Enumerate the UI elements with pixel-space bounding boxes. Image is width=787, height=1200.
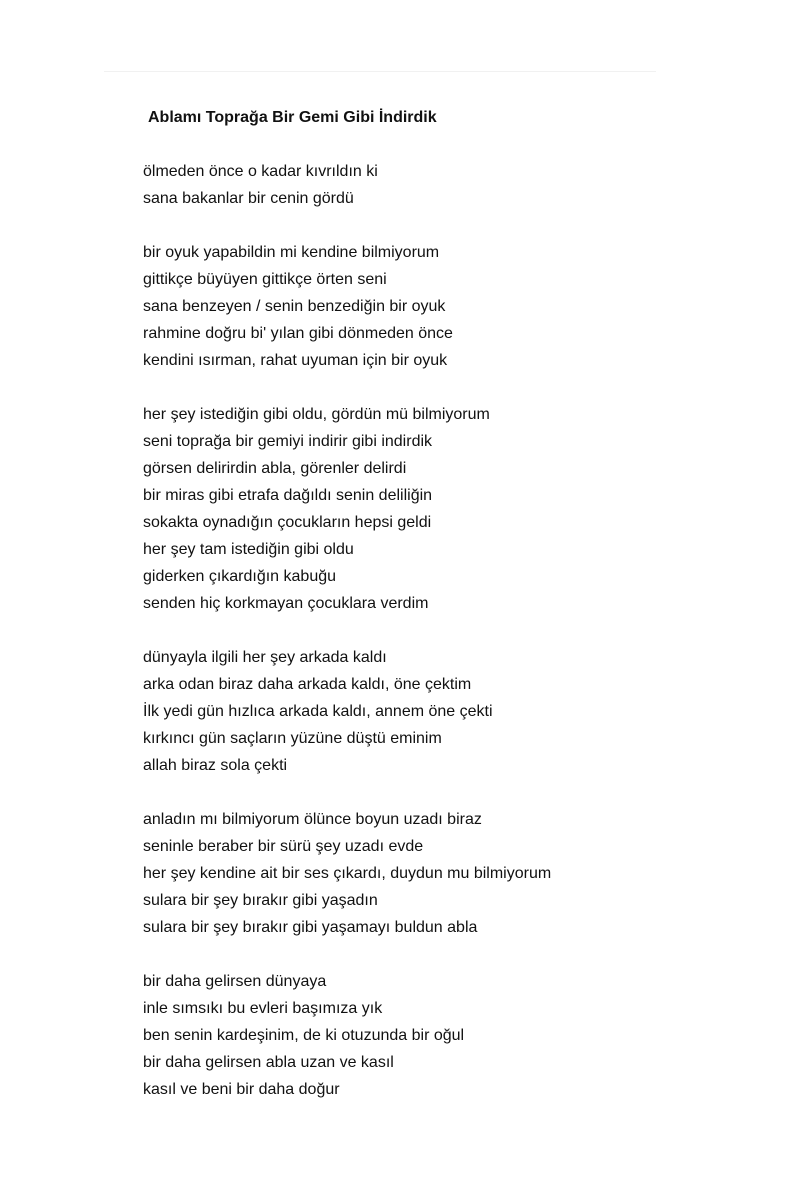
poem-line: giderken çıkardığın kabuğu [143, 568, 337, 585]
poem-line: bir daha gelirsen dünyaya [143, 973, 327, 990]
poem-line: sokakta oynadığın çocukların hepsi geldi [143, 514, 432, 531]
poem-line: her şey istediğin gibi oldu, gördün mü bilmiyorum [143, 406, 490, 423]
stanza-4 [143, 644, 723, 779]
poem-line: kasıl ve beni bir daha doğur [143, 1081, 340, 1098]
poem-line: ben senin kardeşinim, de ki otuzunda bir oğul [143, 1027, 465, 1044]
poem-line: rahmine doğru bi' yılan gibi dönmeden önce [143, 325, 453, 342]
poem-line: sulara bir şey bırakır gibi yaşamayı buldun abla [143, 919, 478, 936]
poem-title: Ablamı Toprağa Bir Gemi Gibi İndirdik [148, 109, 437, 126]
stanza-2 [143, 239, 723, 374]
stanza-5 [143, 806, 723, 941]
poem-line: her şey kendine ait bir ses çıkardı, duydun mu bilmiyorum [143, 865, 552, 882]
poem-line: kendini ısırman, rahat uyuman için bir oyuk [143, 352, 448, 369]
poem-line: sana benzeyen / senin benzediğin bir oyuk [143, 298, 446, 315]
poem-line: ölmeden önce o kadar kıvrıldın ki [143, 163, 378, 180]
stanza-3 [143, 401, 723, 617]
poem-line: sana bakanlar bir cenin gördü [143, 190, 354, 207]
poem-line: inle sımsıkı bu evleri başımıza yık [143, 1000, 383, 1017]
stanza-6 [143, 968, 723, 1103]
stanza-1 [143, 158, 723, 212]
poem-line: anladın mı bilmiyorum ölünce boyun uzadı biraz [143, 811, 482, 828]
poem [143, 104, 723, 1130]
poem-line: sulara bir şey bırakır gibi yaşadın [143, 892, 378, 909]
poem-line: seni toprağa bir gemiyi indirir gibi indirdik [143, 433, 433, 450]
poem-line: arka odan biraz daha arkada kaldı, öne çektim [143, 676, 472, 693]
poem-line: görsen delirirdin abla, görenler delirdi [143, 460, 407, 477]
poem-line: bir miras gibi etrafa dağıldı senin deliliğin [143, 487, 433, 504]
poem-line: kırkıncı gün saçların yüzüne düştü eminim [143, 730, 442, 747]
poem-line: seninle beraber bir sürü şey uzadı evde [143, 838, 424, 855]
poem-line: bir daha gelirsen abla uzan ve kasıl [143, 1054, 394, 1071]
poem-line: bir oyuk yapabildin mi kendine bilmiyorum [143, 244, 440, 261]
poem-line: allah biraz sola çekti [143, 757, 288, 774]
poem-line: her şey tam istediğin gibi oldu [143, 541, 354, 558]
poem-line: gittikçe büyüyen gittikçe örten seni [143, 271, 387, 288]
page-top-edge [104, 71, 656, 72]
poem-line: dünyayla ilgili her şey arkada kaldı [143, 649, 387, 666]
poem-line: İlk yedi gün hızlıca arkada kaldı, annem öne çekti [143, 703, 493, 720]
poem-line: senden hiç korkmayan çocuklara verdim [143, 595, 429, 612]
